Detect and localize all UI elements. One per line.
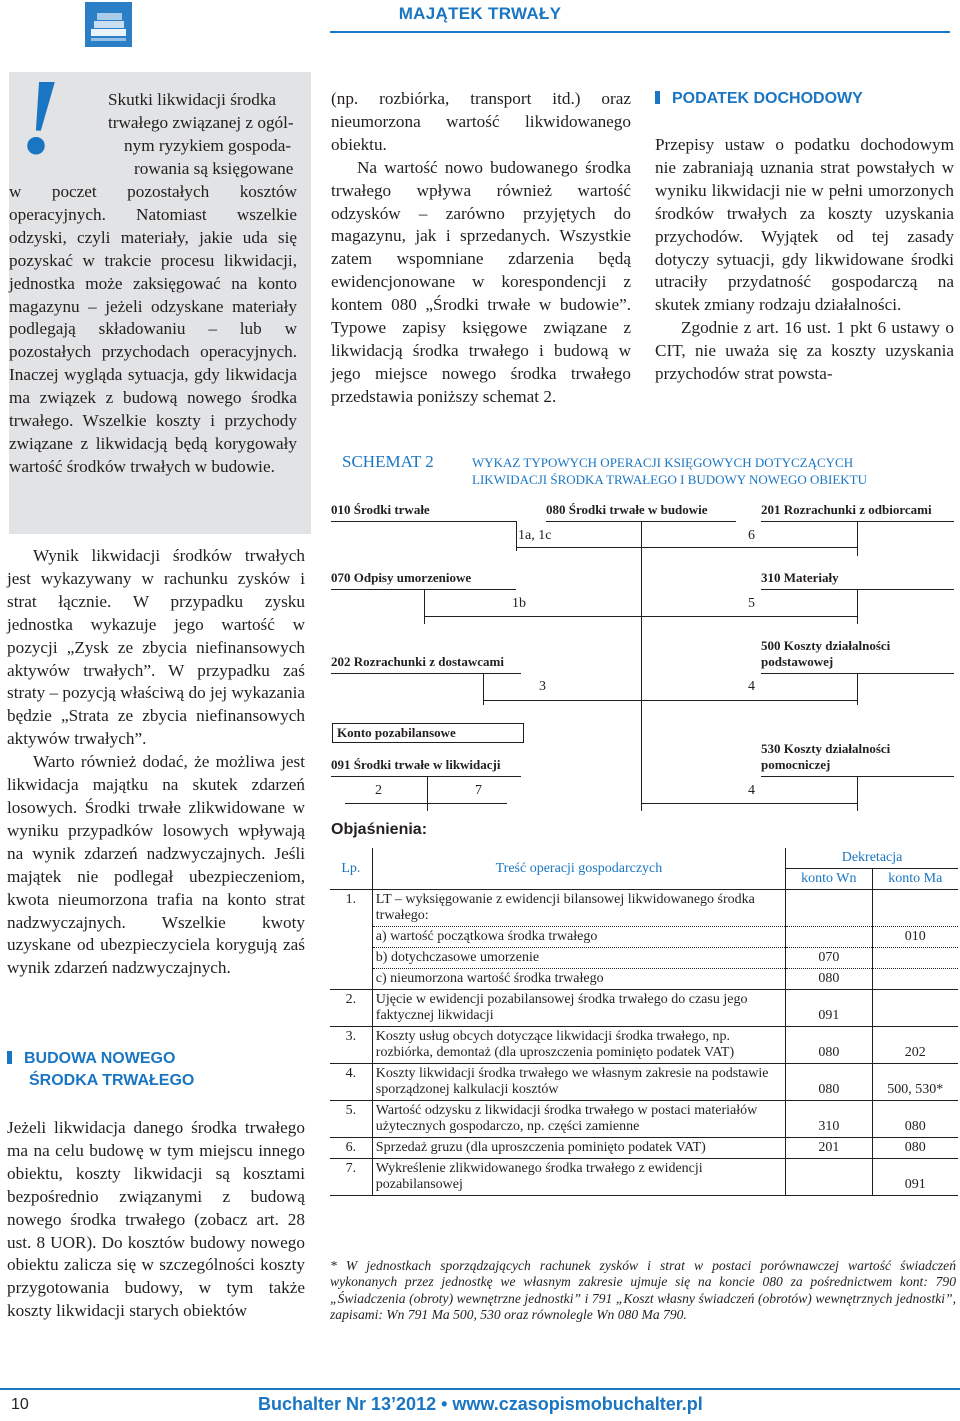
heading-podatek: PODATEK DOCHODOWY <box>655 88 955 110</box>
op-5-arrow <box>641 616 857 617</box>
op-1b-arrow <box>424 616 641 617</box>
col-ma-header: konto Ma <box>872 869 958 890</box>
books-icon <box>85 2 132 47</box>
op-3-arrow <box>483 700 641 701</box>
account-010: 010 Środki trwałe <box>331 502 430 517</box>
heading-budowa-2: ŚRODKA TRWAŁEGO <box>29 1072 195 1089</box>
op-3-label: 3 <box>539 679 546 694</box>
explanations-title: Objaśnienia: <box>331 821 428 838</box>
mid-paragraph-1: (np. rozbiórka, transport itd.) oraz nieumorzona wartość likwidowanego obiektu. <box>331 89 631 154</box>
account-201: 201 Rozrachunki z odbiorcami <box>761 502 932 517</box>
account-202-line <box>331 673 521 674</box>
schemat-title-2: LIKWIDACJI ŚRODKA TRWAŁEGO I BUDOWY NOWEGO OBIEKTU <box>472 472 868 487</box>
box-line: trwałego związanej z ogól- <box>108 112 294 132</box>
account-070: 070 Odpisy umorzeniowe <box>331 570 472 585</box>
schemat-title-1: WYKAZ TYPOWYCH OPERACJI KSIĘGOWYCH DOTYCZĄCYCH <box>472 455 854 470</box>
table-row: 2. Ujęcie w ewidencji pozabilansowej środka trwałego do czasu jego faktycznej likwidacji 091 <box>330 990 958 1027</box>
col-lp-header: Lp. <box>330 848 372 890</box>
footer-publication: Buchalter Nr 13’2012 • www.czasopismobuchalter.pl <box>258 1394 703 1414</box>
op-1b-label: 1b <box>512 596 526 611</box>
op-1a1c-arrow <box>516 547 641 548</box>
heading-budowa: BUDOWA NOWEGO <box>7 1048 305 1070</box>
section-marker-icon <box>655 91 660 104</box>
account-091-line <box>331 776 521 777</box>
op-1a1c-label: 1a, 1c <box>518 528 552 543</box>
exclamation-icon: ! <box>19 58 62 177</box>
col-desc-header: Treść operacji gospodarczych <box>372 848 785 890</box>
box-line: Skutki likwidacji środka <box>108 90 277 109</box>
left-paragraph-2: Warto również dodać, że możliwa jest likwidacja majątku na skutek zdarzeń losowych. Środki trwałe zlikwidowane w wyniku przypadków losowych wpływają na wynik zdarzeń nadzwyczajnych. Jeśli majątek nie podlegał ubezpieczeniom, kwota nieumorzona trafia na konto strat nadzwyczajnych. Wszelkie kwoty uzyskane od ubezpieczyciela korygują zaś wynik zdarzeń nadzwyczajnych. <box>7 752 305 978</box>
table-row: 4. Koszty likwidacji środka trwałego we własnym zakresie na podstawie sporządzonej kalkulacji kosztów 080 500, 530* <box>330 1064 958 1101</box>
op-6-arrow <box>641 547 857 548</box>
box-line: nym ryzykiem gospoda- <box>124 135 292 155</box>
op-4-arrow <box>641 700 857 701</box>
op-4-label: 4 <box>748 679 755 694</box>
header-rule <box>330 31 950 33</box>
account-530: 530 Koszty działalności pomocniczej <box>761 741 891 772</box>
account-202: 202 Rozrachunki z dostawcami <box>331 654 504 669</box>
account-080-divider <box>641 521 642 811</box>
account-070-divider <box>424 589 425 624</box>
warning-box <box>9 58 311 534</box>
table-row: 7. Wykreślenie zlikwidowanego środka trwałego z ewidencji pozabilansowej 091 <box>330 1159 958 1196</box>
schemat-label: SCHEMAT 2 <box>342 452 434 471</box>
off-balance-box: Konto pozabilansowe <box>332 723 524 743</box>
col-wn-header: konto Wn <box>786 869 872 890</box>
account-310: 310 Materiały <box>761 570 839 585</box>
account-310-divider <box>857 589 858 624</box>
account-500: 500 Koszty działalności podstawowej <box>761 638 891 669</box>
op-4b-label: 4 <box>748 783 755 798</box>
op-2-arrow <box>345 803 427 804</box>
left-paragraph-1: Wynik likwidacji środków trwałych jest wykazywany w rachunku zysków i strat łącznie. W przypadku zysku jednostka wykazuje jego wartość w pozycji „Zysk ze zbycia niefinansowych aktywów trwałych”. W przypadku zaś straty – pozycją właściwą do jej wykazania będzie „Strata ze zbycia niefinansowych aktywów trwałych”. <box>7 546 305 749</box>
account-080: 080 Środki trwałe w budowie <box>546 502 708 517</box>
account-500-divider <box>857 673 858 705</box>
op-4b-arrow <box>641 803 857 804</box>
account-530-divider <box>857 776 858 811</box>
footer-rule <box>0 1388 960 1390</box>
left-paragraph-3: Jeżeli likwidacja danego środka trwałego ma na celu budowę w tym miejscu innego obiektu, koszty likwidacji są kosztami bezpośrednio związanymi z budową nowego środka trwałego (zobacz art. 28 ust. 8 UOR). Do kosztów budowy nowego obiektu zalicza się w szczególności koszty przygotowania budowy, w tym także koszty likwidacji starych obiektów <box>7 1118 305 1321</box>
section-title: MAJĄTEK TRWAŁY <box>398 4 562 23</box>
table-row: 6. Sprzedaż gruzu (dla uproszczenia pominięto podatek VAT) 201 080 <box>330 1138 958 1159</box>
op-5-label: 5 <box>748 596 755 611</box>
explanations-table <box>330 848 958 1196</box>
col-dekretacja-header: Dekretacja <box>786 848 958 869</box>
table-row: 5. Wartość odzysku z likwidacji środka trwałego w postaci materiałów użytecznych gospodarczo, np. części zamienne 310 080 <box>330 1101 958 1138</box>
right-paragraph-1: Przepisy ustaw o podatku dochodowym nie zabraniają uznania strat powstałych w wyniku likwidacji nie w pełni umorzonych środków trwałych za koszty uzyskania przychodów. Wyjątek od tej zasady dotyczy sytuacji, gdy likwidowane środki utraciły przydatność gospodarczą na skutek zmiany rodzaju działalności. <box>655 135 954 315</box>
section-marker-icon <box>7 1051 12 1064</box>
table-row: c) nieumorzona wartość środka trwałego 080 <box>330 969 958 990</box>
op-7-arrow <box>427 803 507 804</box>
account-201-divider <box>857 521 858 556</box>
table-row: 3. Koszty usług obcych dotyczące likwidacji środka trwałego, np. rozbiórka, demontaż (dla uproszczenia pominięto podatek VAT) 080 202 <box>330 1027 958 1064</box>
page-number: 10 <box>11 1396 29 1413</box>
op-2-label: 2 <box>375 783 382 798</box>
table-row: a) wartość początkowa środka trwałego 010 <box>330 927 958 948</box>
op-7-label: 7 <box>475 783 482 798</box>
table-row: b) dotychczasowe umorzenie 070 <box>330 948 958 969</box>
box-line: rowania są księgowane <box>134 158 294 178</box>
mid-paragraph-2: Na wartość nowo budowanego środka trwałego wpływa również wartość odzysków – zarówno przyjętych do magazynu, jak i sprzedanych. Wszystkie zatem wspomniane zdarzenia będą ewidencjonowane w korespondencji z kontem 080 „Środki trwałe w budowie”. Typowe zapisy księgowe związane z likwidacją środka trwałego i budową w jego miejsce nowego środka trwałego przedstawia poniższy schemat 2. <box>331 157 631 406</box>
account-010-line <box>331 521 516 522</box>
account-091: 091 Środki trwałe w likwidacji <box>331 757 501 772</box>
table-row: 1. LT – wyksięgowanie z ewidencji bilansowej likwidowanego środka trwałego: <box>330 890 958 927</box>
op-6-label: 6 <box>748 528 755 543</box>
account-091-divider <box>427 776 428 811</box>
box-text: w poczet pozostałych kosztów operacyjnych. Natomiast wszelkie odzyski, czyli materiały, jakie uda się pozyskać w trakcie procesu likwidacji, jednostka może zaksięgować na konto magazynu – jeżeli odzyskane materiały podlegają składowaniu – lub w pozostałych przychodach operacyjnych. Inaczej wygląda sytuacja, gdy likwidacja ma związek z budową nowego środka trwałego. Wszelkie koszty i przychody związane z likwidacją będą korygowały wartość środków trwałych w budowie. <box>9 182 297 476</box>
footnote: * W jednostkach sporządzających rachunek zysków i strat w postaci porównawczej wartość świadczeń wykonanych przez jednostkę we własnym zakresie ujmuje się na koncie 080 za pośrednictwem kont: 790 „Świadczenia (obroty) wewnętrzne jednostki” i 791 „Koszt własny świadczeń (obrotów) wewnętrznych jednostki”, zapisami: Wn 791 Ma 500, 530 oraz równolegle Wn 080 Ma 790. <box>330 1258 956 1323</box>
right-paragraph-2: Zgodnie z art. 16 ust. 1 pkt 6 ustawy o CIT, nie uważa się za koszty uzyskania przychodów strat powsta- <box>655 318 954 384</box>
